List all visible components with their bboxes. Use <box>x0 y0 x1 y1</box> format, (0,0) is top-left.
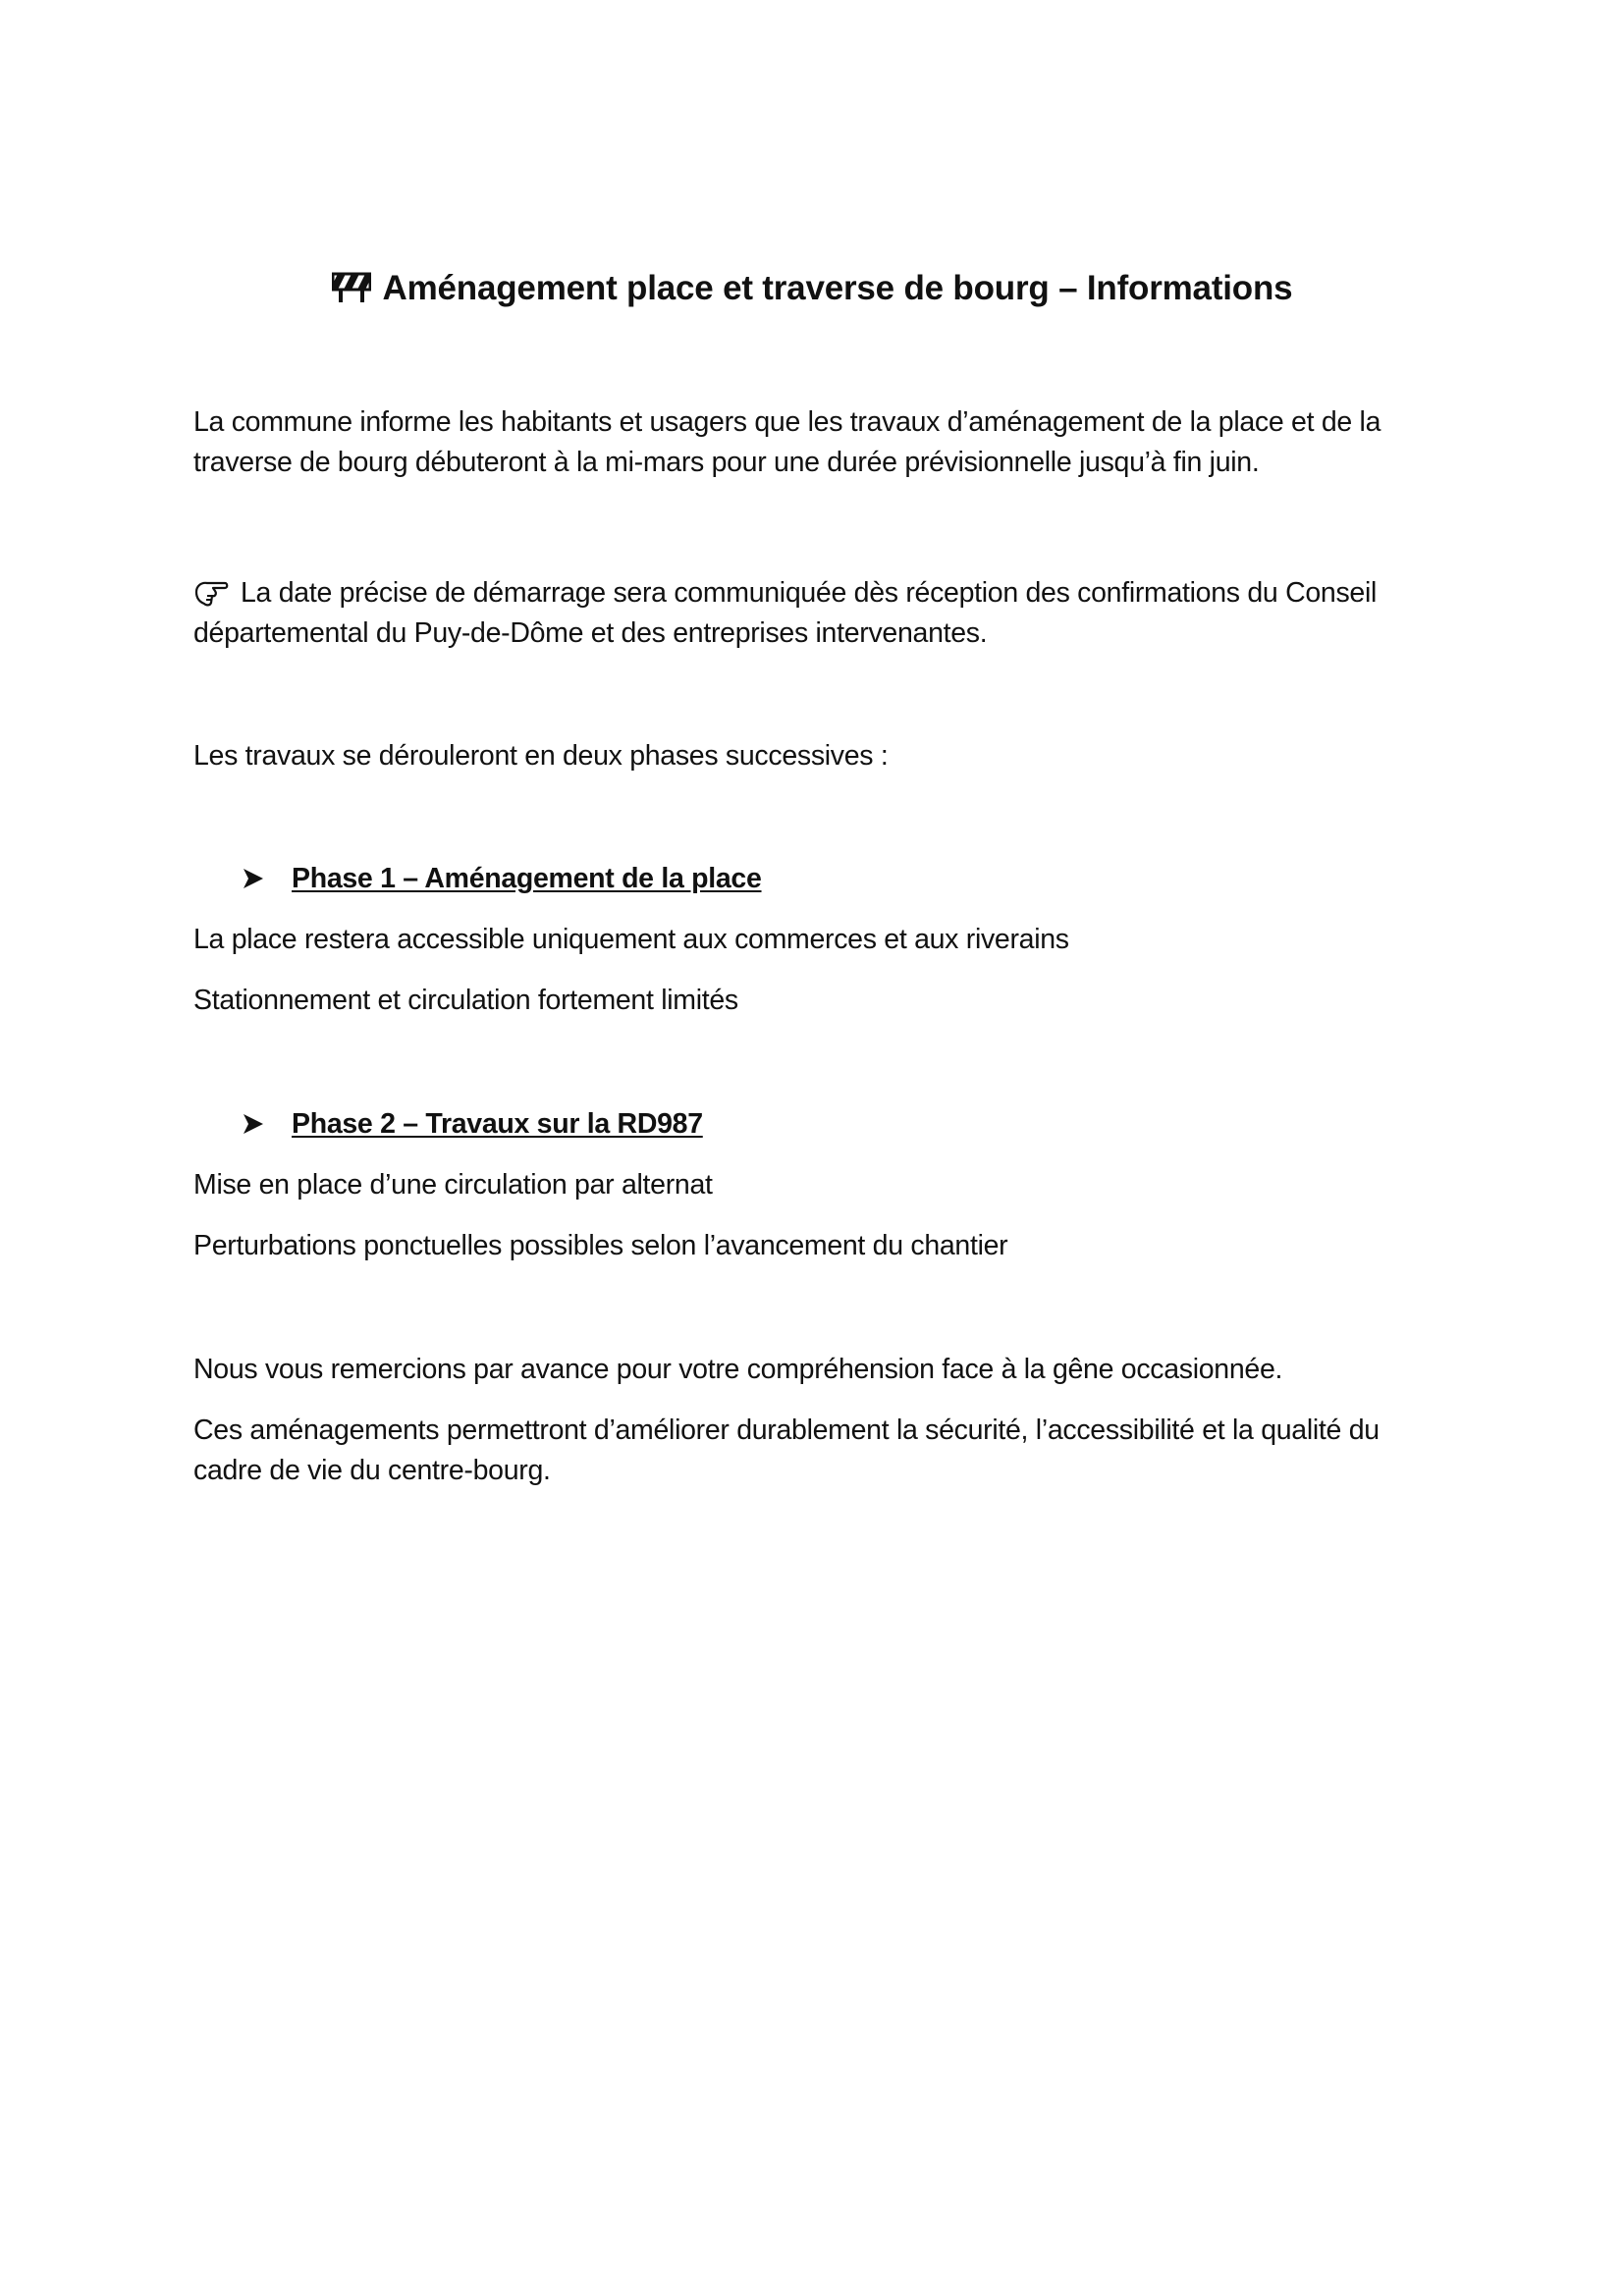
note-text-line-1: La date précise de démarrage sera communiquée dès réception des confirmations du Conseil <box>241 577 1378 609</box>
arrow-bullet-icon <box>243 1113 264 1135</box>
construction-barrier-icon <box>332 270 371 303</box>
intro-line-2: traverse de bourg débuteront à la mi-mars pour une durée prévisionnelle jusqu’à fin juin. <box>193 447 1260 478</box>
pointing-hand-icon <box>193 578 231 608</box>
phase-1-title: Phase 1 – Aménagement de la place <box>292 863 762 894</box>
intro-line-1: La commune informe les habitants et usagers que les travaux d’aménagement de la place et de la <box>193 406 1381 438</box>
document-title-row <box>0 267 1624 310</box>
closing-line-2: cadre de vie du centre-bourg. <box>193 1455 551 1486</box>
phase-2-item-1: Mise en place d’une circulation par alternat <box>193 1169 713 1201</box>
phase-1-item-1: La place restera accessible uniquement aux commerces et aux riverains <box>193 924 1069 955</box>
thanks-paragraph: Nous vous remercions par avance pour votre compréhension face à la gêne occasionnée. <box>193 1354 1283 1385</box>
document-title: Aménagement place et traverse de bourg – Informations <box>382 269 1293 307</box>
phases-intro: Les travaux se dérouleront en deux phases successives : <box>193 740 889 772</box>
closing-line-1: Ces aménagements permettront d’améliorer durablement la sécurité, l’accessibilité et la qualité du <box>193 1415 1380 1446</box>
phase-1-item-2: Stationnement et circulation fortement limités <box>193 985 738 1016</box>
note-line-2: départemental du Puy-de-Dôme et des entreprises intervenantes. <box>193 617 988 649</box>
phase-2-item-2: Perturbations ponctuelles possibles selon l’avancement du chantier <box>193 1230 1008 1261</box>
phase-2-heading <box>243 1104 703 1145</box>
phase-2-title: Phase 2 – Travaux sur la RD987 <box>292 1108 703 1140</box>
arrow-bullet-icon <box>243 868 264 889</box>
note-line-1 <box>193 573 1431 614</box>
phase-1-heading <box>243 859 762 899</box>
